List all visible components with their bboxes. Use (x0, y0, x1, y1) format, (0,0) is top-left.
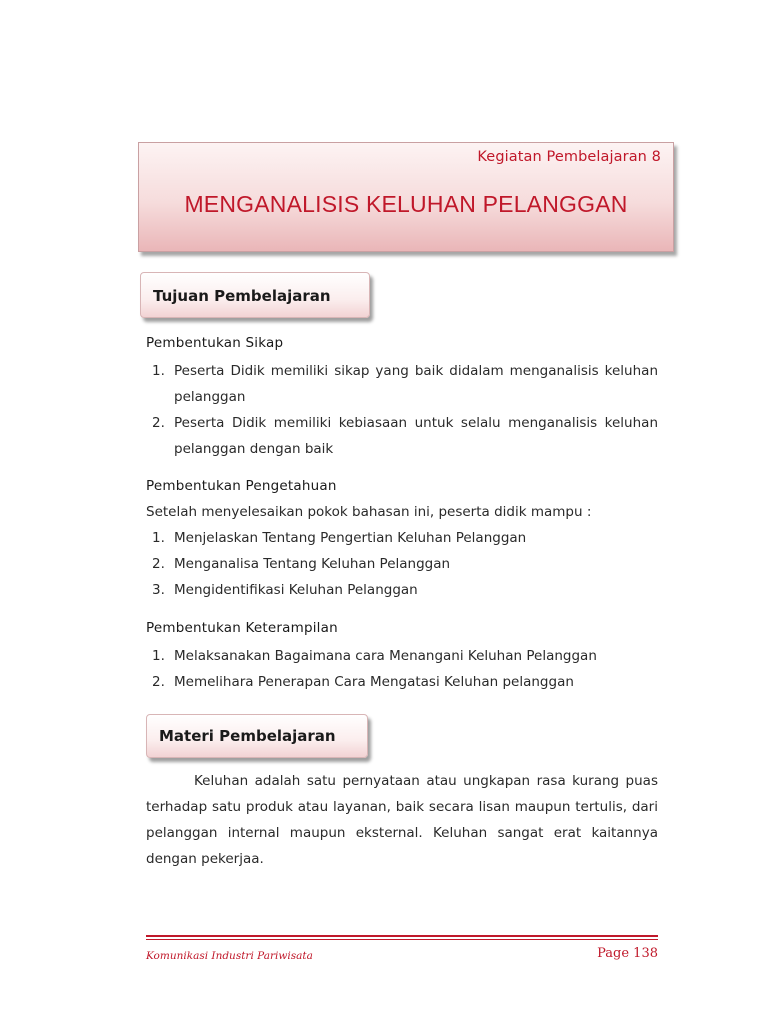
pengetahuan-intro: Setelah menyelesaikan pokok bahasan ini, peserta didik mampu : (146, 504, 592, 520)
chapter-banner (138, 142, 674, 252)
heading-sikap: Pembentukan Sikap (146, 335, 284, 351)
list-sikap (152, 358, 658, 462)
heading-pengetahuan: Pembentukan Pengetahuan (146, 478, 337, 494)
list-item: 1. Melaksanakan Bagaimana cara Menangani Keluhan Pelanggan (152, 648, 597, 664)
list-keterampilan (152, 643, 658, 695)
list-pengetahuan (152, 525, 658, 603)
list-item: 1. Peserta Didik memiliki sikap yang baik didalam menganalisis keluhan pelanggan (152, 363, 658, 405)
section-label-tujuan (140, 272, 370, 318)
chapter-subtitle: Kegiatan Pembelajaran 8 (477, 149, 661, 165)
footer-rule-thin (146, 939, 658, 940)
section-label-tujuan-text: Tujuan Pembelajaran (153, 287, 331, 305)
list-item: 2. Memelihara Penerapan Cara Mengatasi Keluhan pelanggan (152, 674, 574, 690)
section-label-materi (146, 714, 368, 758)
list-item: 2. Peserta Didik memiliki kebiasaan untuk selalu menganalisis keluhan pelanggan dengan baik (152, 415, 658, 457)
footer-rule (146, 935, 658, 937)
footer-page-number: Page 138 (597, 946, 658, 961)
materi-paragraph: Keluhan adalah satu pernyataan atau ungkapan rasa kurang puas terhadap satu produk atau layanan, baik secara lisan maupun tertulis, dari pelanggan internal maupun eksternal. Keluhan sangat erat kaitannya dengan pekerjaa. (146, 773, 658, 867)
list-item: 2. Menganalisa Tentang Keluhan Pelanggan (152, 556, 451, 572)
section-label-materi-text: Materi Pembelajaran (159, 727, 336, 745)
list-item: 1. Menjelaskan Tentang Pengertian Keluhan Pelanggan (152, 530, 527, 546)
heading-keterampilan: Pembentukan Keterampilan (146, 620, 338, 636)
list-item: 3. Mengidentifikasi Keluhan Pelanggan (152, 582, 418, 598)
footer-book-title: Komunikasi Industri Pariwisata (146, 950, 313, 962)
chapter-title: MENGANALISIS KELUHAN PELANGGAN (184, 191, 628, 217)
